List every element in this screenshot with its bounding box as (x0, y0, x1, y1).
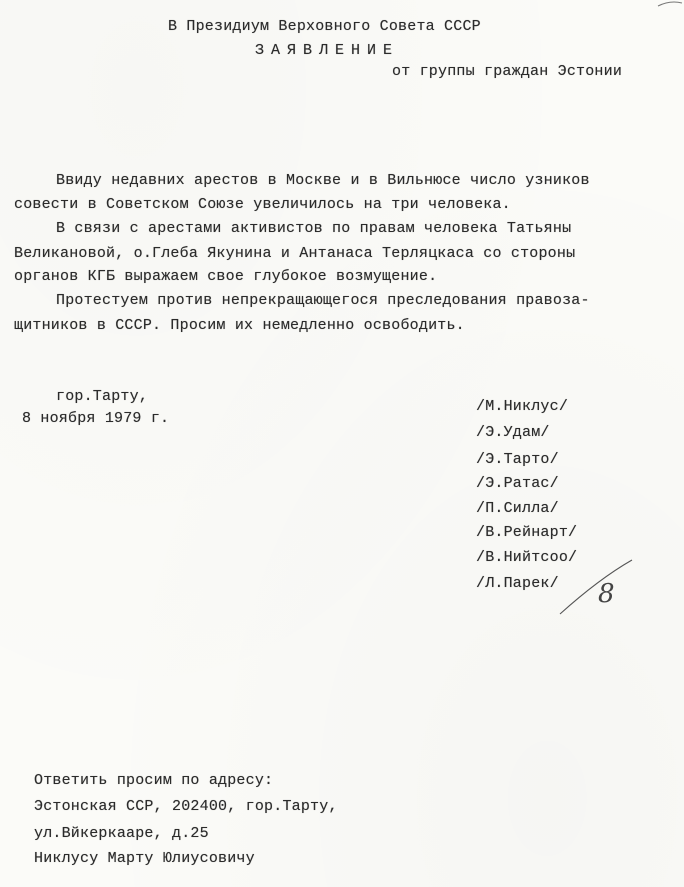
address-line: Никлусу Марту Юлиусовичу (34, 850, 255, 867)
address-line: Ответить просим по адресу: (34, 772, 274, 789)
corner-pen-mark (656, 0, 684, 8)
body-line: совести в Советском Союзе увеличилось на три человека. (14, 196, 511, 213)
handwritten-slash-mark (556, 556, 636, 618)
signature-line: /Э.Удам/ (476, 424, 550, 441)
signature-line: /Э.Тарто/ (476, 451, 559, 468)
signature-line: /Л.Парек/ (476, 575, 559, 592)
document-title: ЗАЯВЛЕНИЕ (255, 42, 400, 59)
body-line: Великановой, о.Глеба Якунина и Антанаса Терляцкаса со стороны (14, 245, 576, 262)
signature-line: /П.Силла/ (476, 500, 559, 517)
handwritten-number: 8 (598, 579, 615, 609)
address-line: Эстонская ССР, 202400, гор.Тарту, (34, 798, 338, 815)
body-line: щитников в СССР. Просим их немедленно освободить. (14, 317, 465, 334)
signature-line: /М.Никлус/ (476, 398, 569, 415)
body-line: Ввиду недавних арестов в Москве и в Вильнюсе число узников (56, 172, 590, 189)
signature-line: /В.Нийтсоо/ (476, 549, 578, 566)
body-line: В связи с арестами активистов по правам человека Татьяны (56, 220, 572, 237)
body-line: Протестуем против непрекращающегося преследования правоза- (56, 292, 590, 309)
body-line: органов КГБ выражаем свое глубокое возмущение. (14, 268, 438, 285)
signature-line: /Э.Ратас/ (476, 475, 559, 492)
address-line: ул.Вйкеркааре, д.25 (34, 825, 209, 842)
sender-line: от группы граждан Эстонии (392, 63, 623, 80)
addressee-line: В Президиум Верховного Совета СССР (168, 18, 481, 35)
signature-line: /В.Рейнарт/ (476, 524, 578, 541)
place-line: гор.Тарту, (56, 388, 149, 405)
date-line: 8 ноября 1979 г. (22, 410, 170, 427)
